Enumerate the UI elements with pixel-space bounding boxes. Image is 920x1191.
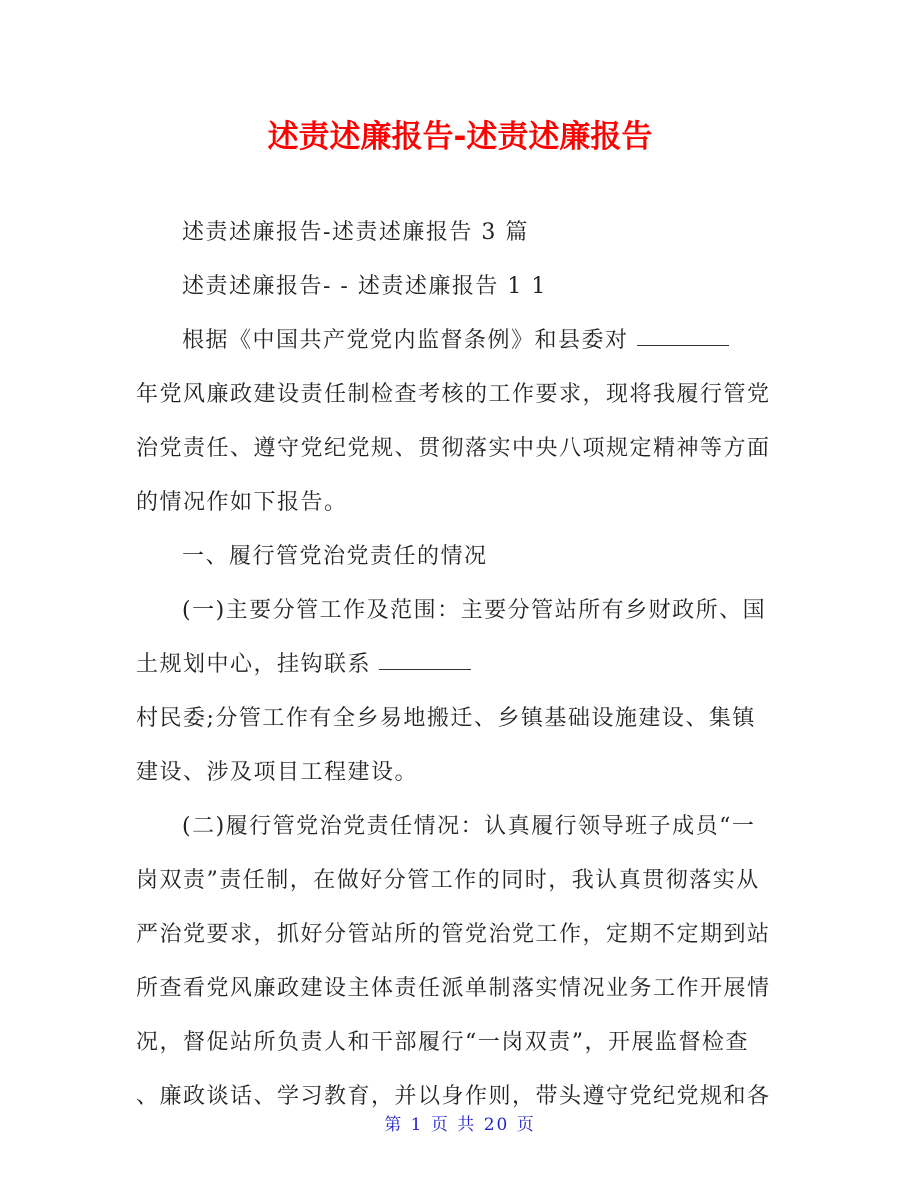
body-line-9 <box>136 638 786 692</box>
fill-in-blank-year <box>637 344 729 346</box>
body-line-3 <box>136 314 786 368</box>
body-line-14: 严治党要求，抓好分管站所的管党治党工作，定期不定期到站 <box>136 922 771 947</box>
body-line-17: 、廉政谈话、学习教育，并以身作则，带头遵守党纪党规和各 <box>136 1084 771 1109</box>
document-title: 述责述廉报告-述责述廉报告 <box>267 119 653 155</box>
body-line-4: 年党风廉政建设责任制检查考核的工作要求，现将我履行管党 <box>136 382 771 407</box>
body-line-5: 治党责任、遵守党纪党规、贯彻落实中央八项规定精神等方面 <box>136 436 771 461</box>
document-body <box>136 206 786 1124</box>
fill-in-blank-village <box>379 668 471 670</box>
body-line-1: 述责述廉报告-述责述廉报告 3 篇 <box>182 220 529 245</box>
section-heading-1: 一、履行管党治党责任的情况 <box>182 544 488 569</box>
body-line-16: 况，督促站所负责人和干部履行“一岗双责”，开展监督检查 <box>136 1030 749 1055</box>
body-line-13: 岗双责”责任制，在做好分管工作的同时，我认真贯彻落实从 <box>136 868 760 893</box>
body-line-11: 建设、涉及项目工程建设。 <box>136 760 419 785</box>
body-line-2: 述责述廉报告- - 述责述廉报告 1 1 <box>182 274 547 299</box>
body-line-8: (一)主要分管工作及范围：主要分管站所有乡财政所、国 <box>182 598 767 623</box>
body-line-9-text: 土规划中心，挂钩联系 <box>136 652 372 677</box>
body-line-3-text: 根据《中国共产党党内监督条例》和县委对 <box>182 328 629 353</box>
page-number-footer: 第 1 页 共 20 页 <box>384 1115 536 1135</box>
body-line-12: (二)履行管党治党责任情况：认真履行领导班子成员“一 <box>182 814 756 839</box>
body-line-10: 村民委;分管工作有全乡易地搬迁、乡镇基础设施建设、集镇 <box>136 706 756 731</box>
body-line-15: 所查看党风廉政建设主体责任派单制落实情况业务工作开展情 <box>136 976 771 1001</box>
body-line-6: 的情况作如下报告。 <box>136 490 348 515</box>
